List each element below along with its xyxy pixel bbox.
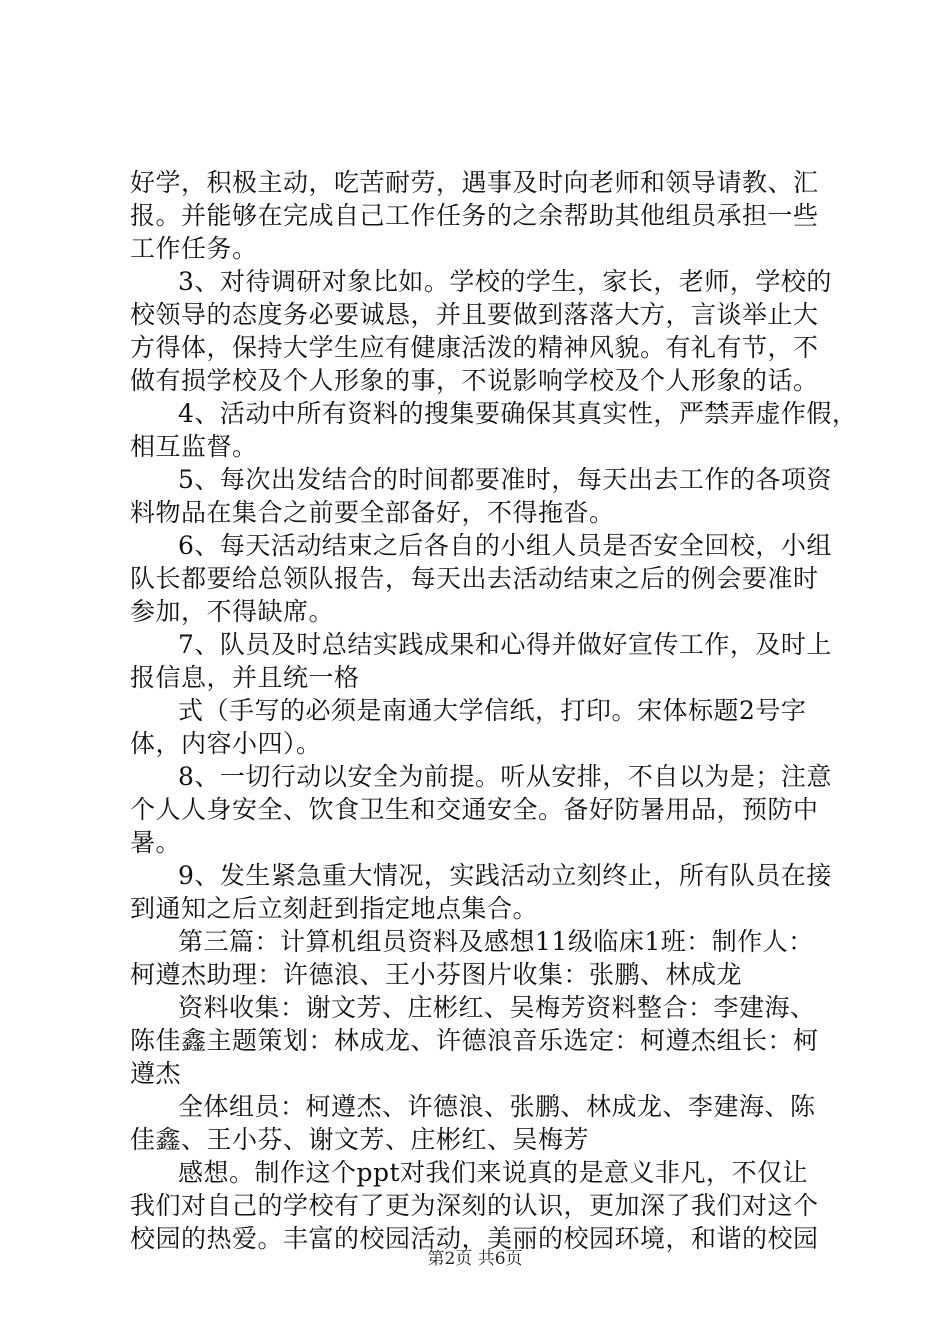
text-line: 体，内容小四）。: [130, 729, 322, 758]
text-line: 佳鑫、王小芬、谢文芳、庄彬红、吴梅芳: [130, 1125, 590, 1154]
text-line: 8、一切行动以安全为前提。听从安排，不自以为是；注意: [178, 762, 832, 791]
text-line: 5、每次出发结合的时间都要准时，每天出去工作的各项资: [178, 465, 832, 494]
text-line: 全体组员：柯遵杰、许德浪、张鹏、林成龙、李建海、陈: [178, 1092, 816, 1121]
text-line: 好学，积极主动，吃苦耐劳，遇事及时向老师和领导请教、汇: [130, 168, 819, 197]
text-line: 感想。制作这个ppt对我们来说真的是意义非凡，不仅让: [178, 1158, 809, 1187]
text-line: 陈佳鑫主题策划：林成龙、许德浪音乐选定：柯遵杰组长：柯: [130, 1026, 819, 1055]
text-line: 4、活动中所有资料的搜集要确保其真实性，严禁弄虚作假，: [178, 399, 858, 428]
text-line: 3、对待调研对象比如。学校的学生，家长，老师，学校的: [178, 267, 832, 296]
text-line: 方得体，保持大学生应有健康活泼的精神风貌。有礼有节，不: [130, 333, 819, 362]
text-line: 我们对自己的学校有了更为深刻的认识，更加深了我们对这个: [130, 1191, 819, 1220]
page-number-footer: 第2页 共6页: [427, 1249, 523, 1269]
text-line: 到通知之后立刻赶到指定地点集合。: [130, 894, 539, 923]
text-line: 相互监督。: [130, 432, 258, 461]
text-line: 柯遵杰助理：许德浪、王小芬图片收集：张鹏、林成龙: [130, 960, 743, 989]
text-line: 暑。: [130, 828, 182, 857]
text-line: 校园的热爱。丰富的校园活动，美丽的校园环境，和谐的校园: [130, 1224, 819, 1253]
body-text: [130, 166, 858, 1255]
text-line: 做有损学校及个人形象的事，不说影响学校及个人形象的话。: [130, 366, 819, 395]
text-line: 工作任务。: [130, 234, 258, 263]
text-line: 6、每天活动结束之后各自的小组人员是否安全回校，小组: [178, 531, 832, 560]
text-line: 参加，不得缺席。: [130, 597, 335, 626]
text-line: 个人人身安全、饮食卫生和交通安全。备好防暑用品，预防中: [130, 795, 819, 824]
text-line: 报。并能够在完成自己工作任务的之余帮助其他组员承担一些: [130, 201, 819, 230]
text-line: 报信息，并且统一格: [130, 663, 360, 692]
text-line: 队长都要给总领队报告，每天出去活动结束之后的例会要准时: [130, 564, 819, 593]
text-line: 遵杰: [130, 1059, 182, 1088]
text-line: 资料收集：谢文芳、庄彬红、吴梅芳资料整合：李建海、: [178, 993, 816, 1022]
text-line: 第三篇：计算机组员资料及感想11级临床1班：制作人：: [178, 927, 814, 956]
text-line: 式（手写的必须是南通大学信纸，打印。宋体标题2号字: [178, 696, 807, 725]
text-line: 7、队员及时总结实践成果和心得并做好宣传工作，及时上: [178, 630, 832, 659]
text-line: 校领导的态度务必要诚恳，并且要做到落落大方，言谈举止大: [130, 300, 819, 329]
text-line: 9、发生紧急重大情况，实践活动立刻终止，所有队员在接: [178, 861, 832, 890]
text-line: 料物品在集合之前要全部备好，不得拖沓。: [130, 498, 615, 527]
